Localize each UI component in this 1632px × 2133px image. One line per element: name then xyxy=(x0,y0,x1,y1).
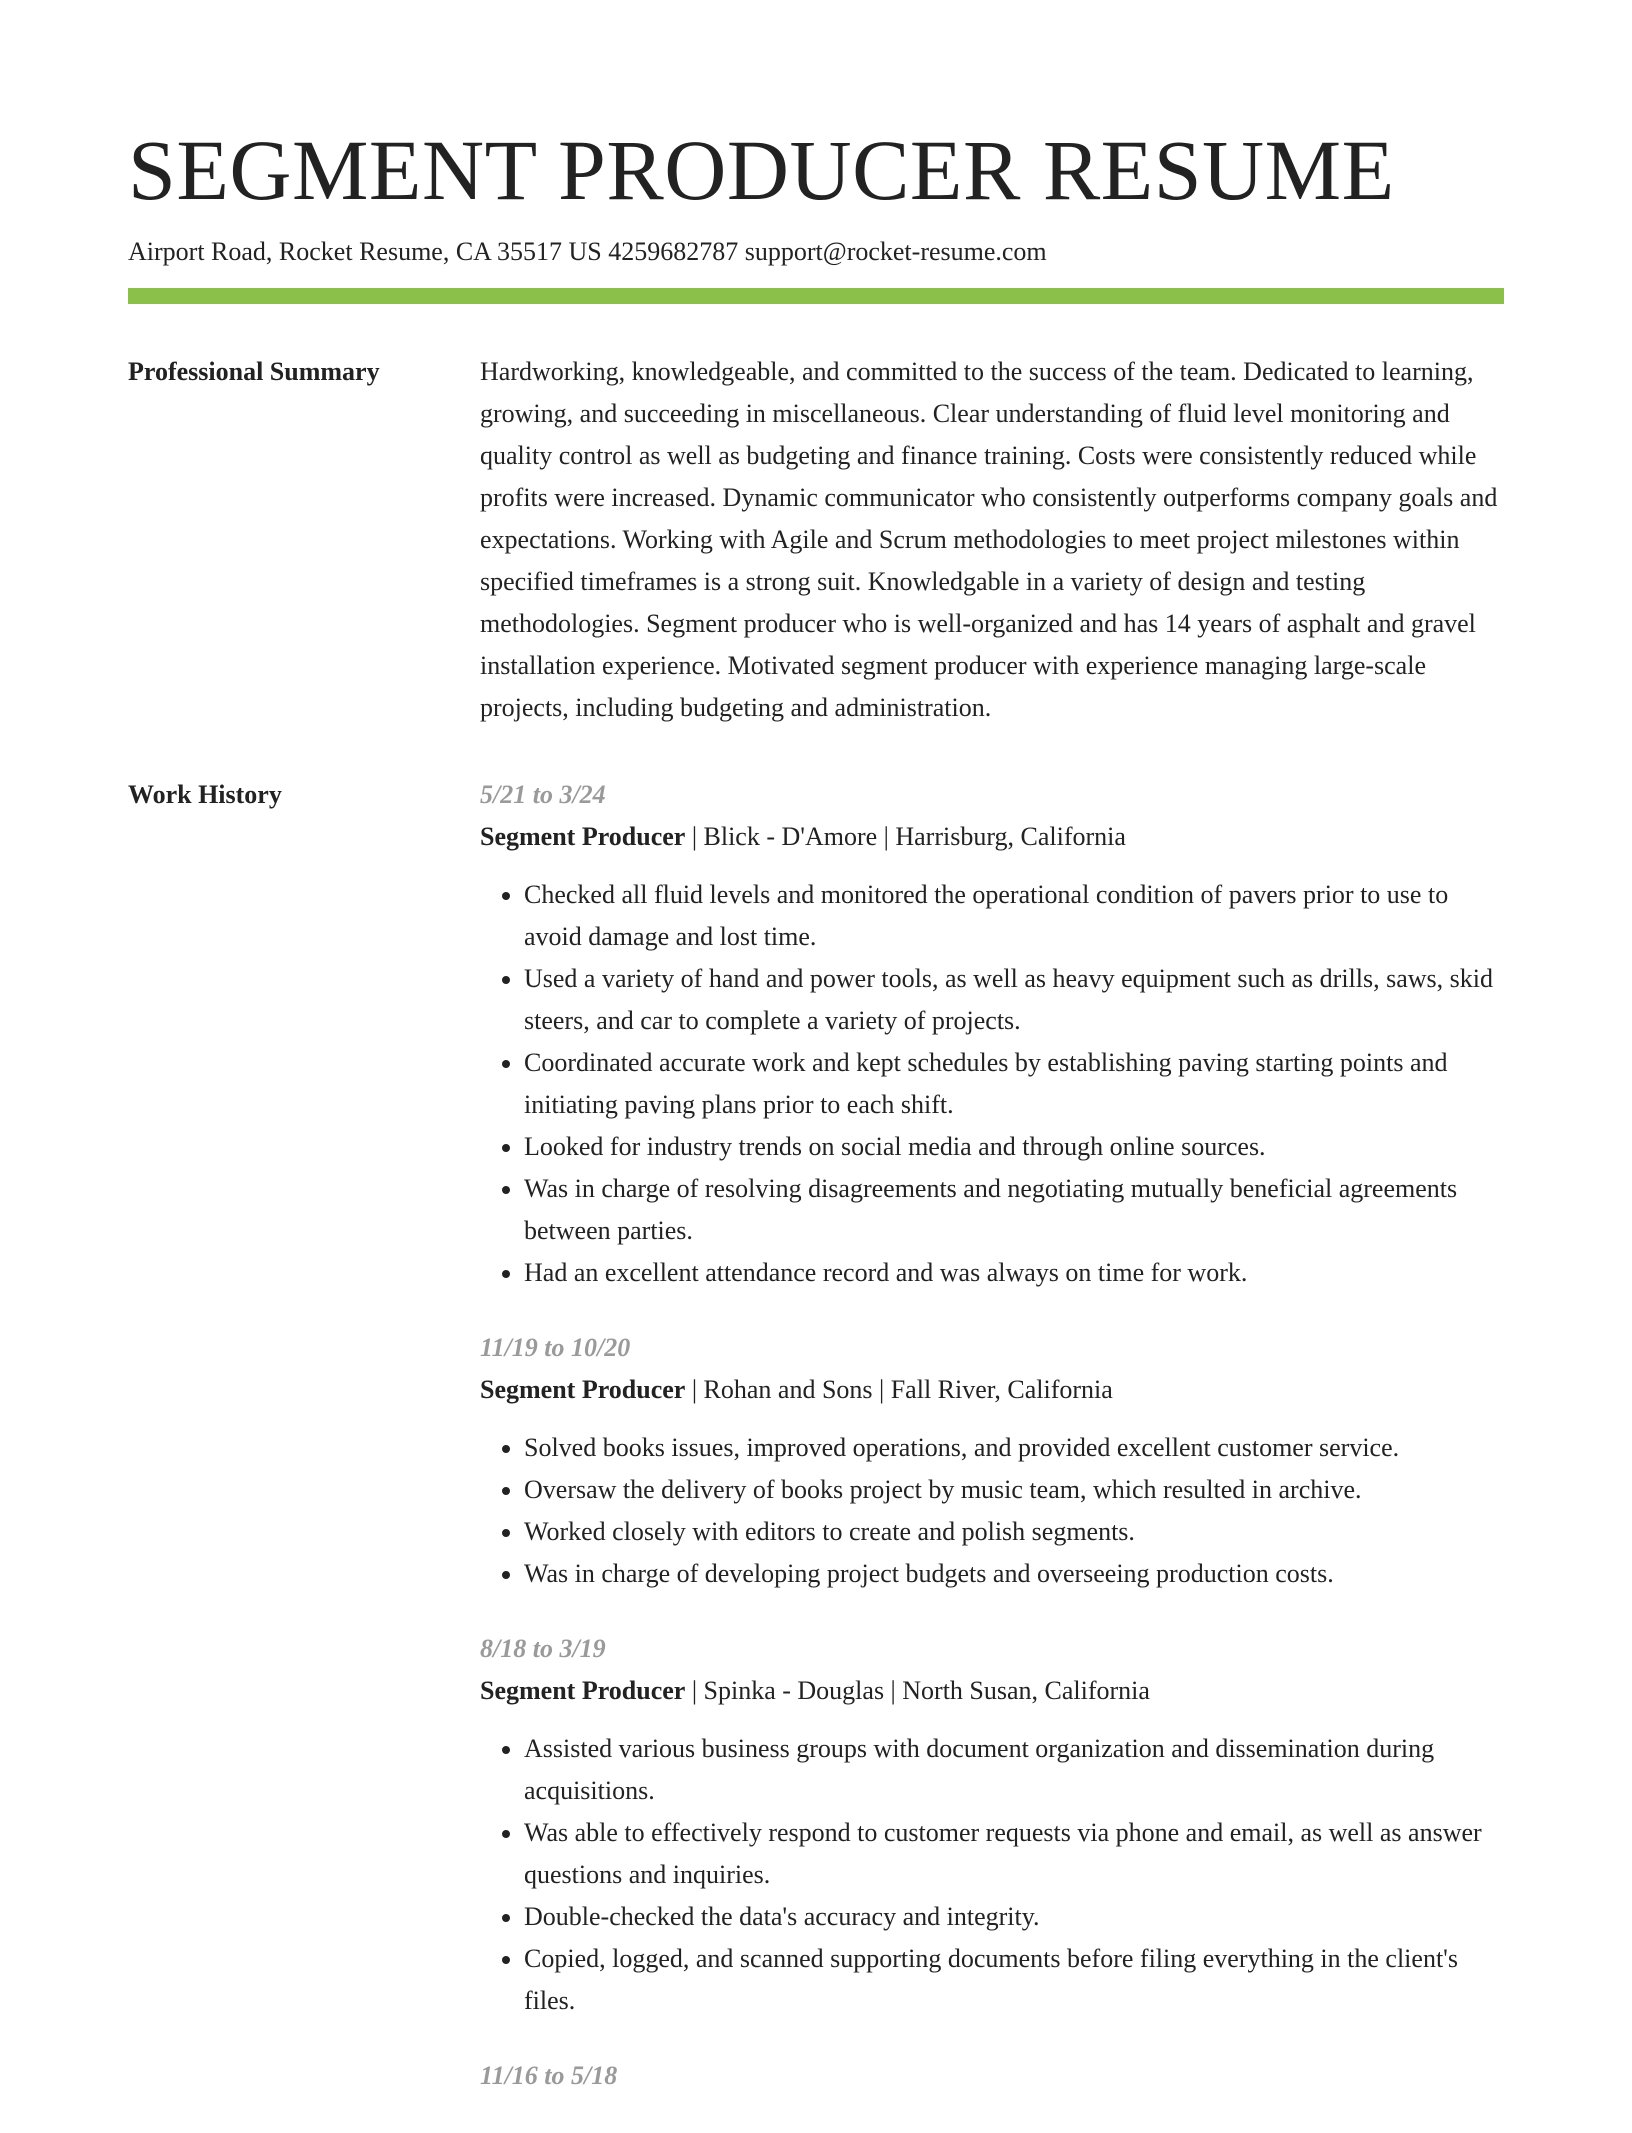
summary-heading: Professional Summary xyxy=(128,357,380,386)
job-entry xyxy=(480,774,1504,1294)
summary-text: Hardworking, knowledgeable, and committed to the success of the team. Dedicated to learning, growing, and succeeding in miscellaneous. Clear understanding of fluid level monitoring and quality control as well as budgeting and finance training. Costs were consistently reduced while profits were increased. Dynamic communicator who consistently outperforms company goals and expectations. Working with Agile and Scrum methodologies to meet project milestones within specified timeframes is a strong suit. Knowledgable in a variety of design and testing methodologies. Segment producer who is well-organized and has 14 years of asphalt and gravel installation experience. Motivated segment producer with experience managing large-scale projects, including budgeting and administration. xyxy=(480,357,1498,722)
summary-section xyxy=(128,354,1504,729)
job-dates: 11/16 to 5/18 xyxy=(480,2061,618,2090)
job-employer-location: | Blick - D'Amore | Harrisburg, California xyxy=(685,822,1126,851)
contact-line: Airport Road, Rocket Resume, CA 35517 US 4259682787 support@rocket-resume.com xyxy=(128,237,1047,266)
job-bullet: • Solved books issues, improved operations, and provided excellent customer service. xyxy=(524,1427,1504,1469)
job-bullets xyxy=(480,1728,1504,2022)
job-title: Segment Producer xyxy=(480,1375,686,1404)
work-history-section xyxy=(128,777,1504,2133)
job-bullet: • Had an excellent attendance record and was always on time for work. xyxy=(524,1252,1504,1294)
job-heading xyxy=(480,1369,1504,1411)
job-entry xyxy=(480,1628,1504,2022)
job-bullets xyxy=(480,1427,1504,1595)
job-dates: 5/21 to 3/24 xyxy=(480,780,606,809)
job-bullet: • Looked for industry trends on social media and through online sources. xyxy=(524,1126,1504,1168)
work-history-heading: Work History xyxy=(128,780,282,809)
job-employer-location: | Spinka - Douglas | North Susan, California xyxy=(685,1676,1150,1705)
job-bullet: • Oversaw the delivery of books project by music team, which resulted in archive. xyxy=(524,1469,1504,1511)
job-heading xyxy=(480,816,1504,858)
job-bullet: • Was able to effectively respond to customer requests via phone and email, as well as answer questions and inquiries. xyxy=(524,1812,1504,1896)
jobs-list xyxy=(480,777,1504,2133)
job-entry xyxy=(480,1327,1504,1595)
job-dates: 8/18 to 3/19 xyxy=(480,1634,606,1663)
job-entry xyxy=(480,2055,1504,2097)
job-title: Segment Producer xyxy=(480,1676,686,1705)
job-bullet: • Was in charge of resolving disagreements and negotiating mutually beneficial agreements between parties. xyxy=(524,1168,1504,1252)
job-bullet: • Coordinated accurate work and kept schedules by establishing paving starting points and initiating paving plans prior to each shift. xyxy=(524,1042,1504,1126)
job-bullet: • Copied, logged, and scanned supporting documents before filing everything in the client's files. xyxy=(524,1938,1504,2022)
resume-page xyxy=(128,118,1504,2133)
job-employer-location: | Rohan and Sons | Fall River, California xyxy=(685,1375,1113,1404)
job-bullet: • Assisted various business groups with document organization and dissemination during acquisitions. xyxy=(524,1728,1504,1812)
job-bullet: • Was in charge of developing project budgets and overseeing production costs. xyxy=(524,1553,1504,1595)
job-bullet: • Double-checked the data's accuracy and integrity. xyxy=(524,1896,1504,1938)
job-bullet: • Worked closely with editors to create and polish segments. xyxy=(524,1511,1504,1553)
job-bullet: • Checked all fluid levels and monitored the operational condition of pavers prior to use to avoid damage and lost time. xyxy=(524,874,1504,958)
job-heading xyxy=(480,1670,1504,1712)
header-divider xyxy=(128,288,1504,304)
job-bullet: • Used a variety of hand and power tools, as well as heavy equipment such as drills, saws, skid steers, and car to complete a variety of projects. xyxy=(524,958,1504,1042)
job-bullets xyxy=(480,874,1504,1294)
job-dates: 11/19 to 10/20 xyxy=(480,1333,631,1362)
job-title: Segment Producer xyxy=(480,822,686,851)
resume-title: SEGMENT PRODUCER RESUME xyxy=(128,122,1395,218)
